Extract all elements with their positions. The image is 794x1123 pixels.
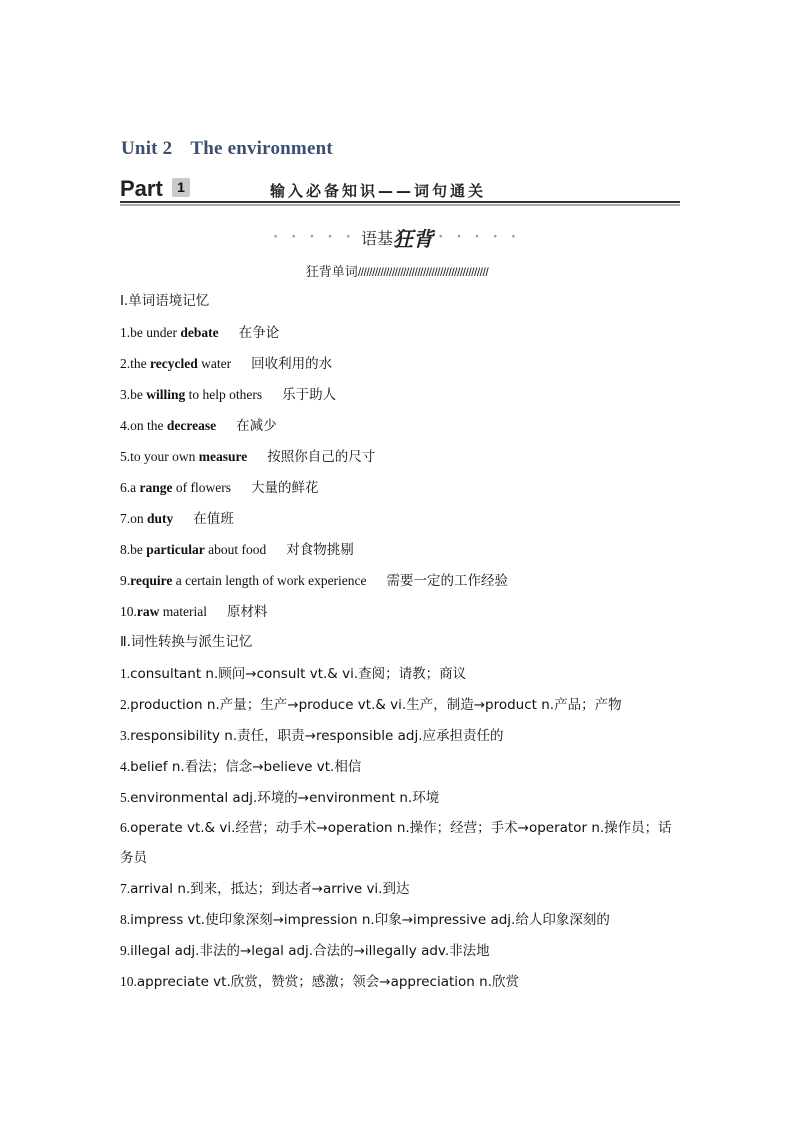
item-translation: 原材料 (226, 604, 268, 620)
item-text: a certain length of work experience (172, 573, 367, 588)
list-item (120, 904, 680, 935)
item-keyword: recycled (150, 356, 198, 371)
list-item (120, 472, 680, 503)
item-translation: 对食物挑剔 (286, 542, 354, 558)
unit-topic: The environment (190, 138, 333, 159)
item-text: impress vt.使印象深刻→impression n.印象→impressive adj.给人印象深刻的 (130, 912, 610, 928)
item-text: to your own (130, 449, 199, 464)
item-text: environmental adj.环境的→environment n.环境 (130, 790, 440, 806)
part-label: Part (120, 176, 163, 201)
item-number: 3. (120, 387, 131, 402)
item-text: production n.产量；生产→produce vt.& vi.生产，制造→product n.产品；产物 (130, 697, 622, 713)
item-number: 9. (120, 943, 131, 958)
item-translation: 在减少 (236, 418, 277, 434)
item-text: arrival n.到来，抵达；到达者→arrive vi.到达 (130, 881, 410, 897)
item-text: to help others (185, 387, 263, 402)
item-text: the (130, 356, 150, 371)
item-text: belief n.看法；信念→believe vt.相信 (130, 759, 362, 775)
item-text: of flowers (172, 480, 231, 495)
item-translation: 乐于助人 (282, 387, 337, 403)
sub-heading-slashes: ////////////////////////////////////////////// (357, 265, 489, 279)
section2-title: Ⅱ.词性转换与派生记忆 (120, 634, 253, 650)
list-item (120, 348, 680, 379)
item-keyword: raw (136, 604, 160, 619)
item-number: 2. (120, 356, 131, 371)
banner-dots-left: • • • • • (272, 232, 356, 243)
item-keyword: duty (147, 511, 174, 526)
item-translation: 大量的鲜花 (250, 480, 319, 496)
list-item (120, 410, 680, 441)
section1-list (120, 317, 680, 627)
header-rule (120, 201, 680, 203)
item-translation: 回收利用的水 (251, 356, 333, 372)
item-text: be (130, 387, 147, 402)
banner-dots-right: • • • • • (438, 232, 522, 243)
item-number: 9. (120, 573, 131, 588)
item-text: appreciate vt.欣赏，赞赏；感激；领会→appreciation n.欣赏 (136, 974, 519, 990)
item-keyword: range (139, 480, 173, 495)
item-number: 6. (120, 820, 131, 835)
unit-number: Unit 2 (121, 138, 173, 159)
item-number: 7. (120, 511, 131, 526)
item-number: 5. (120, 790, 131, 805)
sub-heading (0, 261, 794, 280)
banner-title-a: 语基 (360, 229, 393, 248)
item-number: 8. (120, 912, 131, 927)
list-item (120, 935, 680, 966)
item-number: 5. (120, 449, 131, 464)
item-keyword: decrease (166, 418, 217, 433)
header-rule-shadow (120, 204, 680, 206)
item-translation: 在值班 (193, 511, 234, 527)
list-item (120, 596, 680, 627)
part-subtitle: 输入必备知识——词句通关 (270, 182, 487, 200)
item-text: on the (130, 418, 167, 433)
item-text: on (130, 511, 147, 526)
item-number: 10. (120, 974, 137, 989)
sub-heading-label: 狂背单词 (305, 265, 358, 280)
list-item (120, 441, 680, 472)
list-item (120, 689, 680, 720)
list-item (120, 873, 680, 904)
list-item (120, 813, 680, 873)
item-text: material (159, 604, 207, 619)
item-number: 3. (120, 728, 131, 743)
list-item (120, 379, 680, 410)
list-item (120, 720, 680, 751)
item-number: 1. (120, 325, 131, 340)
item-number: 6. (120, 480, 131, 495)
item-number: 8. (120, 542, 131, 557)
item-translation: 按照你自己的尺寸 (267, 449, 376, 465)
item-keyword: willing (146, 387, 186, 402)
item-text: water (197, 356, 232, 371)
item-text: operate vt.& vi.经营；动手术→operation n.操作；经营；手术→operator n.操作员；话务员 (120, 820, 672, 866)
item-keyword: require (130, 573, 173, 588)
item-number: 4. (120, 759, 131, 774)
item-number: 4. (120, 418, 131, 433)
item-translation: 在争论 (238, 325, 280, 341)
item-text: consultant n.顾问→consult vt.& vi.查阅；请教；商议 (130, 666, 467, 682)
list-item (120, 503, 680, 534)
list-item (120, 534, 680, 565)
list-item (120, 565, 680, 596)
item-text: be under (130, 325, 181, 340)
list-item (120, 317, 680, 348)
section-banner (0, 223, 794, 253)
list-item (120, 658, 680, 689)
item-text: responsibility n.责任，职责→responsible adj.应承担责任的 (130, 728, 504, 744)
item-keyword: measure (198, 449, 248, 464)
item-text: about food (204, 542, 267, 557)
unit-title (121, 138, 333, 160)
section2-list (120, 658, 680, 997)
item-number: 7. (120, 881, 131, 896)
list-item (120, 751, 680, 782)
part-number-badge: 1 (172, 178, 190, 197)
item-number: 10. (120, 604, 137, 619)
list-item (120, 782, 680, 813)
item-keyword: particular (146, 542, 205, 557)
item-keyword: debate (180, 325, 219, 340)
item-text: illegal adj.非法的→legal adj.合法的→illegally adv.非法地 (130, 943, 490, 959)
section1-title: Ⅰ.单词语境记忆 (120, 293, 210, 309)
item-text: a (130, 480, 140, 495)
item-number: 2. (120, 697, 131, 712)
item-text: be (130, 542, 147, 557)
content (120, 286, 680, 997)
item-number: 1. (120, 666, 131, 681)
banner-title-b: 狂背 (393, 227, 433, 251)
list-item (120, 966, 680, 997)
item-translation: 需要一定的工作经验 (386, 573, 509, 589)
